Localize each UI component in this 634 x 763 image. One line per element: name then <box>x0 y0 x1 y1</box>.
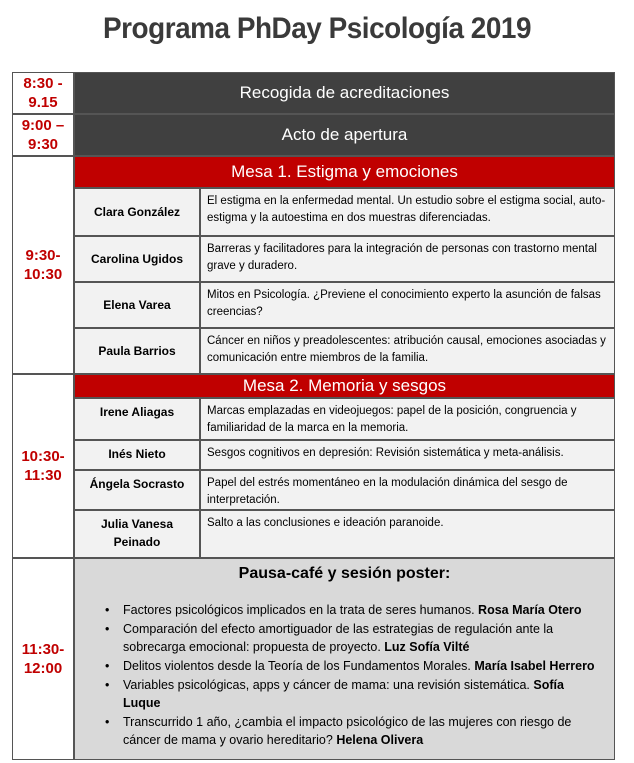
poster-text: Factores psicológicos implicados en la trata de seres humanos. <box>123 603 475 617</box>
poster-list <box>85 601 604 749</box>
talk-title: Cáncer en niños y preadolescentes: atribución causal, emociones asociadas y comunicación entre miembros de la familia. <box>200 328 615 374</box>
time-mesa-1: 9:30- 10:30 <box>12 156 74 374</box>
speaker-name: Irene Aliagas <box>74 398 200 440</box>
talk-title: Papel del estrés momentáneo en la modulación dinámica del sesgo de interpretación. <box>200 470 615 510</box>
list-item <box>85 601 604 619</box>
mesa-2-header: Mesa 2. Memoria y sesgos <box>74 374 615 398</box>
registration-label: Recogida de acreditaciones <box>74 72 615 114</box>
poster-session <box>74 558 615 760</box>
speaker-name: Inés Nieto <box>74 440 200 470</box>
speaker-name: Clara González <box>74 188 200 236</box>
poster-author: Helena Olivera <box>336 733 424 747</box>
talk-title: Sesgos cognitivos en depresión: Revisión sistemática y meta-análisis. <box>200 440 615 470</box>
poster-author: María Isabel Herrero <box>474 659 595 673</box>
poster-session-header: Pausa-café y sesión poster: <box>238 565 451 582</box>
talk-title: Salto a las conclusiones e ideación paranoide. <box>200 510 615 558</box>
talk-title: El estigma en la enfermedad mental. Un estudio sobre el estigma social, auto-estigma y la autoestima en dos muestras diferenciadas. <box>200 188 615 236</box>
program-table <box>12 72 615 760</box>
time-opening: 9:00 – 9:30 <box>12 114 74 156</box>
mesa-1-header: Mesa 1. Estigma y emociones <box>74 156 615 188</box>
talk-title: Marcas emplazadas en videojuegos: papel de la posición, congruencia y familiaridad de la marca en la memoria. <box>200 398 615 440</box>
speaker-name: Ángela Socrasto <box>74 470 200 510</box>
list-item <box>85 676 604 712</box>
speaker-name: Elena Varea <box>74 282 200 328</box>
poster-text: Delitos violentos desde la Teoría de los Fundamentos Morales. <box>123 659 471 673</box>
opening-label: Acto de apertura <box>74 114 615 156</box>
speaker-name: Carolina Ugidos <box>74 236 200 282</box>
list-item <box>85 657 604 675</box>
poster-text: Comparación del efecto amortiguador de las estrategias de regulación ante la sobrecarga emocional: propuesta de proyecto. <box>123 622 554 654</box>
poster-author: Sofía Luque <box>123 678 564 710</box>
poster-author: Rosa María Otero <box>478 603 582 617</box>
poster-author: Luz Sofía Vilté <box>384 640 470 654</box>
time-mesa-2: 10:30- 11:30 <box>12 374 74 558</box>
poster-text: Variables psicológicas, apps y cáncer de mama: una revisión sistemática. <box>123 678 530 692</box>
talk-title: Barreras y facilitadores para la integración de personas con trastorno mental grave y duradero. <box>200 236 615 282</box>
list-item <box>85 713 604 749</box>
talk-title: Mitos en Psicología. ¿Previene el conocimiento experto la asunción de falsas creencias? <box>200 282 615 328</box>
time-registration: 8:30 - 9.15 <box>12 72 74 114</box>
page-title: Programa PhDay Psicología 2019 <box>102 12 532 45</box>
speaker-name: Paula Barrios <box>74 328 200 374</box>
list-item <box>85 620 604 656</box>
speaker-name: Julia Vanesa Peinado <box>74 510 200 558</box>
time-pausa: 11:30- 12:00 <box>12 558 74 760</box>
poster-text: Transcurrido 1 año, ¿cambia el impacto psicológico de las mujeres con riesgo de cáncer de mama y ovario hereditario? <box>123 715 572 747</box>
